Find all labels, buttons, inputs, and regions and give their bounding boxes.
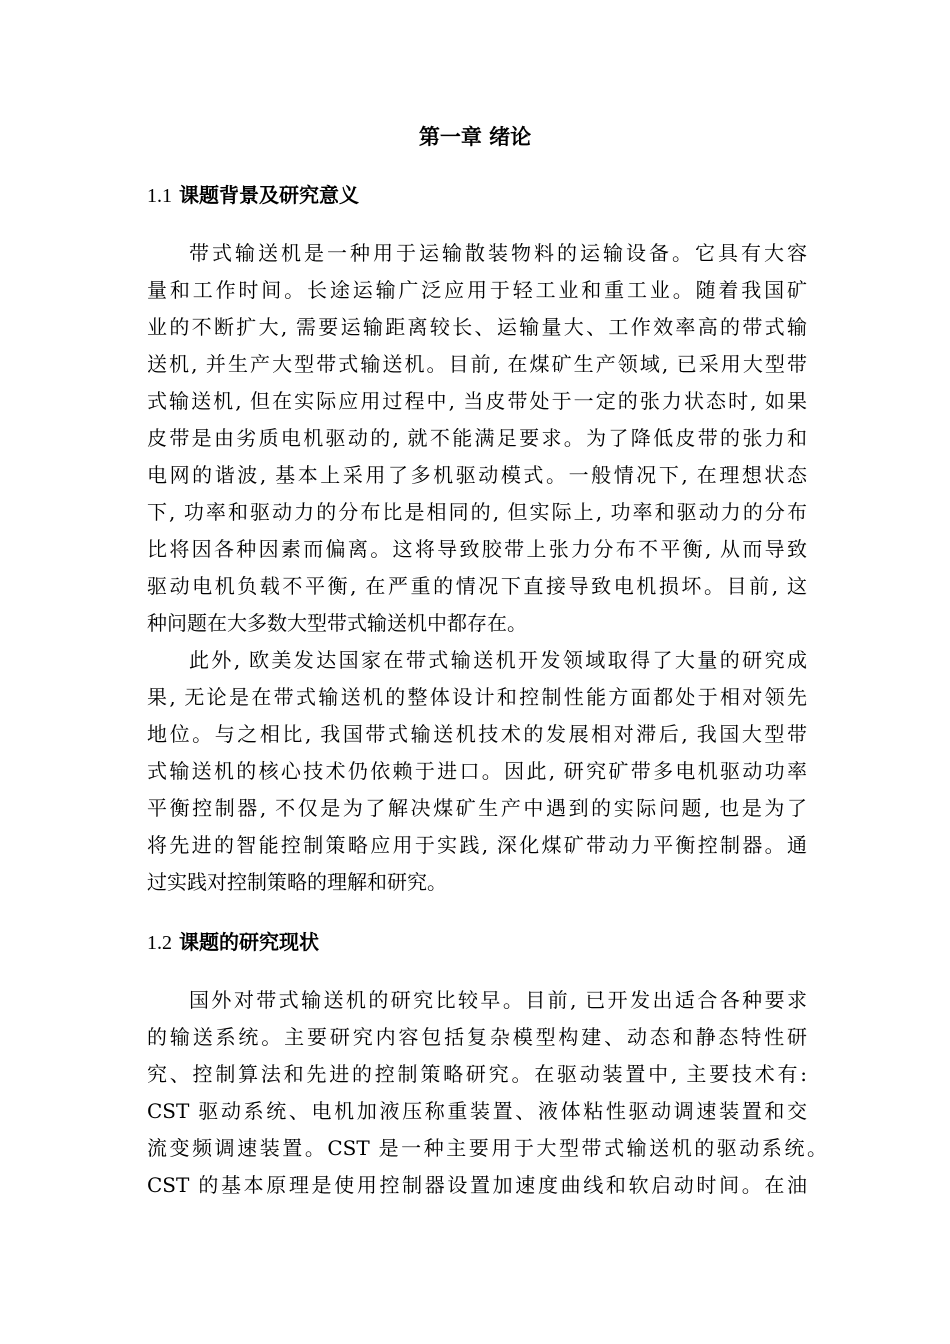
text-line: 平衡控制器, 不仅是为了解决煤矿生产中遇到的实际问题, 也是为了 (147, 796, 807, 820)
text-line: 式输送机的核心技术仍依赖于进口。因此, 研究矿带多电机驱动功率 (147, 759, 807, 783)
text-line: 驱动电机负载不平衡, 在严重的情况下直接导致电机损坏。目前, 这 (147, 574, 807, 598)
text-line: CST 的基本原理是使用控制器设置加速度曲线和软启动时间。在油 (147, 1173, 807, 1197)
text-line: 皮带是由劣质电机驱动的, 就不能满足要求。为了降低皮带的张力和 (147, 426, 807, 450)
section-title: 课题背景及研究意义 (178, 183, 359, 207)
text-line: 量和工作时间。长途运输广泛应用于轻工业和重工业。随着我国矿 (147, 278, 807, 302)
text-line: 送机, 并生产大型带式输送机。目前, 在煤矿生产领域, 已采用大型带 (147, 352, 807, 376)
text-line: 业的不断扩大, 需要运输距离较长、运输量大、工作效率高的带式输 (147, 315, 807, 339)
text-line: 地位。与之相比, 我国带式输送机技术的发展相对滞后, 我国大型带 (147, 722, 807, 746)
text-line: 式输送机, 但在实际应用过程中, 当皮带处于一定的张力状态时, 如果 (147, 389, 807, 413)
section-heading-1-2 (147, 927, 319, 958)
text-line: 究、控制算法和先进的控制策略研究。在驱动装置中, 主要技术有: (147, 1062, 807, 1086)
paragraph (147, 642, 807, 901)
text-line: 下, 功率和驱动力的分布比是相同的, 但实际上, 功率和驱动力的分布 (147, 500, 807, 524)
chapter-title: 第一章 绪论 (418, 124, 532, 149)
text-line: 流变频调速装置。CST 是一种主要用于大型带式输送机的驱动系统。 (147, 1136, 827, 1160)
section-number: 1.1 (147, 185, 172, 207)
text-line: 的输送系统。主要研究内容包括复杂模型构建、动态和静态特性研 (147, 1025, 807, 1049)
section-number: 1.2 (147, 932, 172, 954)
text-line: 将先进的智能控制策略应用于实践, 深化煤矿带动力平衡控制器。通 (147, 833, 807, 857)
paragraph (147, 235, 807, 642)
section-heading-1-1 (147, 180, 359, 211)
section-title: 课题的研究现状 (178, 930, 319, 954)
paragraph (147, 982, 827, 1204)
text-line: 过实践对控制策略的理解和研究。 (147, 870, 447, 894)
text-line: 果, 无论是在带式输送机的整体设计和控制性能方面都处于相对领先 (147, 685, 807, 709)
text-line: 国外对带式输送机的研究比较早。目前, 已开发出适合各种要求 (189, 988, 807, 1012)
text-line: 此外, 欧美发达国家在带式输送机开发领域取得了大量的研究成 (189, 648, 807, 672)
text-line: 种问题在大多数大型带式输送机中都存在。 (147, 611, 527, 635)
text-line: CST 驱动系统、电机加液压称重装置、液体粘性驱动调速装置和交 (147, 1099, 807, 1123)
text-line: 带式输送机是一种用于运输散装物料的运输设备。它具有大容 (189, 241, 807, 265)
text-line: 电网的谐波, 基本上采用了多机驱动模式。一般情况下, 在理想状态 (147, 463, 807, 487)
text-line: 比将因各种因素而偏离。这将导致胶带上张力分布不平衡, 从而导致 (147, 537, 807, 561)
